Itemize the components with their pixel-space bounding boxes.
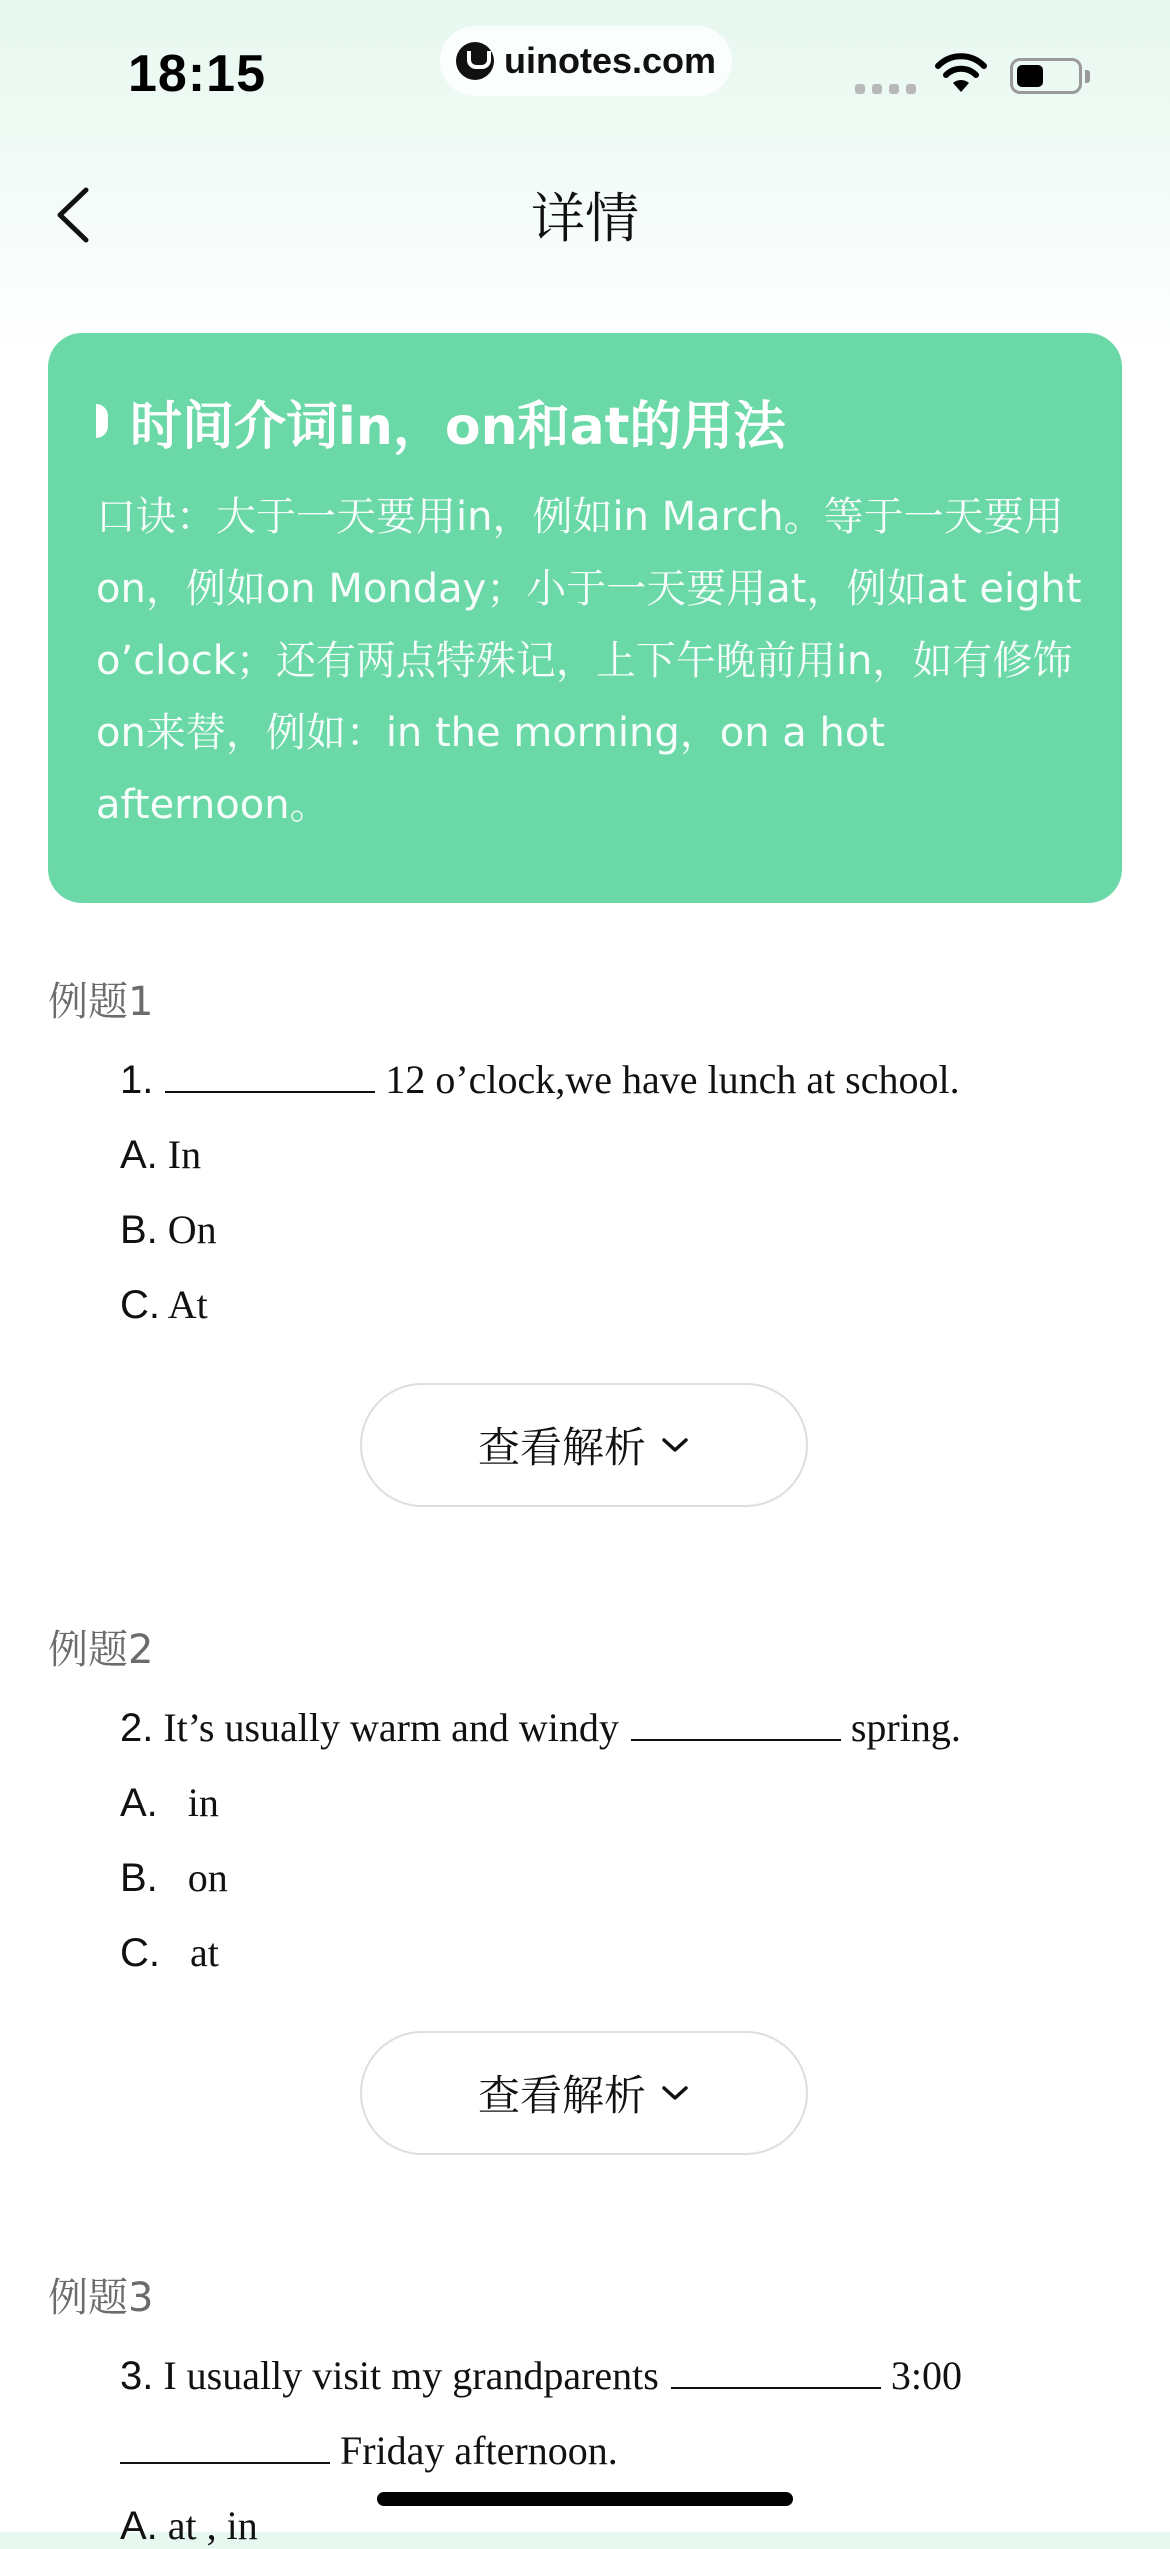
option-letter: A. [120,2504,158,2548]
option-text: On [167,1207,217,1252]
answer-blank [165,1087,375,1093]
chevron-down-icon [660,1435,690,1455]
option-text: At [167,1282,208,1327]
answer-blank [631,1735,841,1741]
option-a [120,1779,219,1826]
option-text: at [190,1930,219,1975]
page-title: 详情 [531,187,639,250]
question-after: Friday afternoon. [340,2428,618,2473]
option-letter: B. [120,1856,158,1900]
question-after: spring. [850,1705,961,1750]
view-analysis-button[interactable] [360,1383,808,1507]
option-text: in [187,1780,219,1825]
option-b [120,1854,228,1901]
option-b [120,1206,217,1253]
question-number: 1. [120,1058,154,1102]
option-letter: C. [120,1283,160,1327]
answer-blank [671,2383,881,2389]
card-title: 时间介词in，on和at的用法 [130,396,786,457]
uinotes-logo-icon [456,42,494,80]
view-analysis-button[interactable] [360,2031,808,2155]
question-text [120,1056,960,1103]
chevron-down-icon [660,2083,690,2103]
battery-fill [1017,65,1043,87]
option-letter: A. [120,1133,158,1177]
option-text: In [167,1132,202,1177]
option-a [120,2502,258,2549]
question-before: I usually visit my grandparents [163,2353,659,2398]
option-text: at , in [167,2503,258,2548]
battery-icon [1010,58,1082,94]
rule-card [48,333,1122,903]
signal-icon [855,84,916,94]
question-text-continued [120,2427,618,2474]
question-mid: 3:00 [890,2353,962,2398]
title-marker-icon [96,404,108,438]
battery-tip [1085,70,1090,83]
answer-blank [120,2458,330,2464]
option-letter: C. [120,1931,160,1975]
status-bar [0,0,1170,130]
question-before: It’s usually warm and windy [163,1705,619,1750]
wifi-icon [934,52,988,96]
option-a [120,1131,201,1178]
example-label: 例题1 [48,979,154,1025]
example-label: 例题3 [48,2275,154,2321]
question-number: 2. [120,1706,154,1750]
question-number: 3. [120,2354,154,2398]
url-text: uinotes.com [503,40,717,81]
view-analysis-label: 查看解析 [477,1423,646,1472]
question-text [120,2352,962,2399]
option-c [120,1281,208,1328]
view-analysis-label: 查看解析 [477,2071,646,2120]
url-pill[interactable] [440,26,732,96]
home-indicator [377,2492,793,2506]
option-letter: B. [120,1208,158,1252]
question-text [120,1704,961,1751]
option-letter: A. [120,1781,158,1825]
status-time: 18:15 [128,45,266,103]
option-text: on [187,1855,228,1900]
question-after: 12 o’clock,we have lunch at school. [385,1057,960,1102]
card-title-row [96,385,1074,457]
card-body: 口诀：大于一天要用in，例如in March。等于一天要用on，例如on Monday；小于一天要用at，例如at eight o’clock；还有两点特殊记，上下午晚前用in，如有修饰on来替，例如：in the morning，on a hot afternoon。 [96,494,1082,828]
example-label: 例题2 [48,1627,154,1673]
option-c [120,1929,219,1976]
